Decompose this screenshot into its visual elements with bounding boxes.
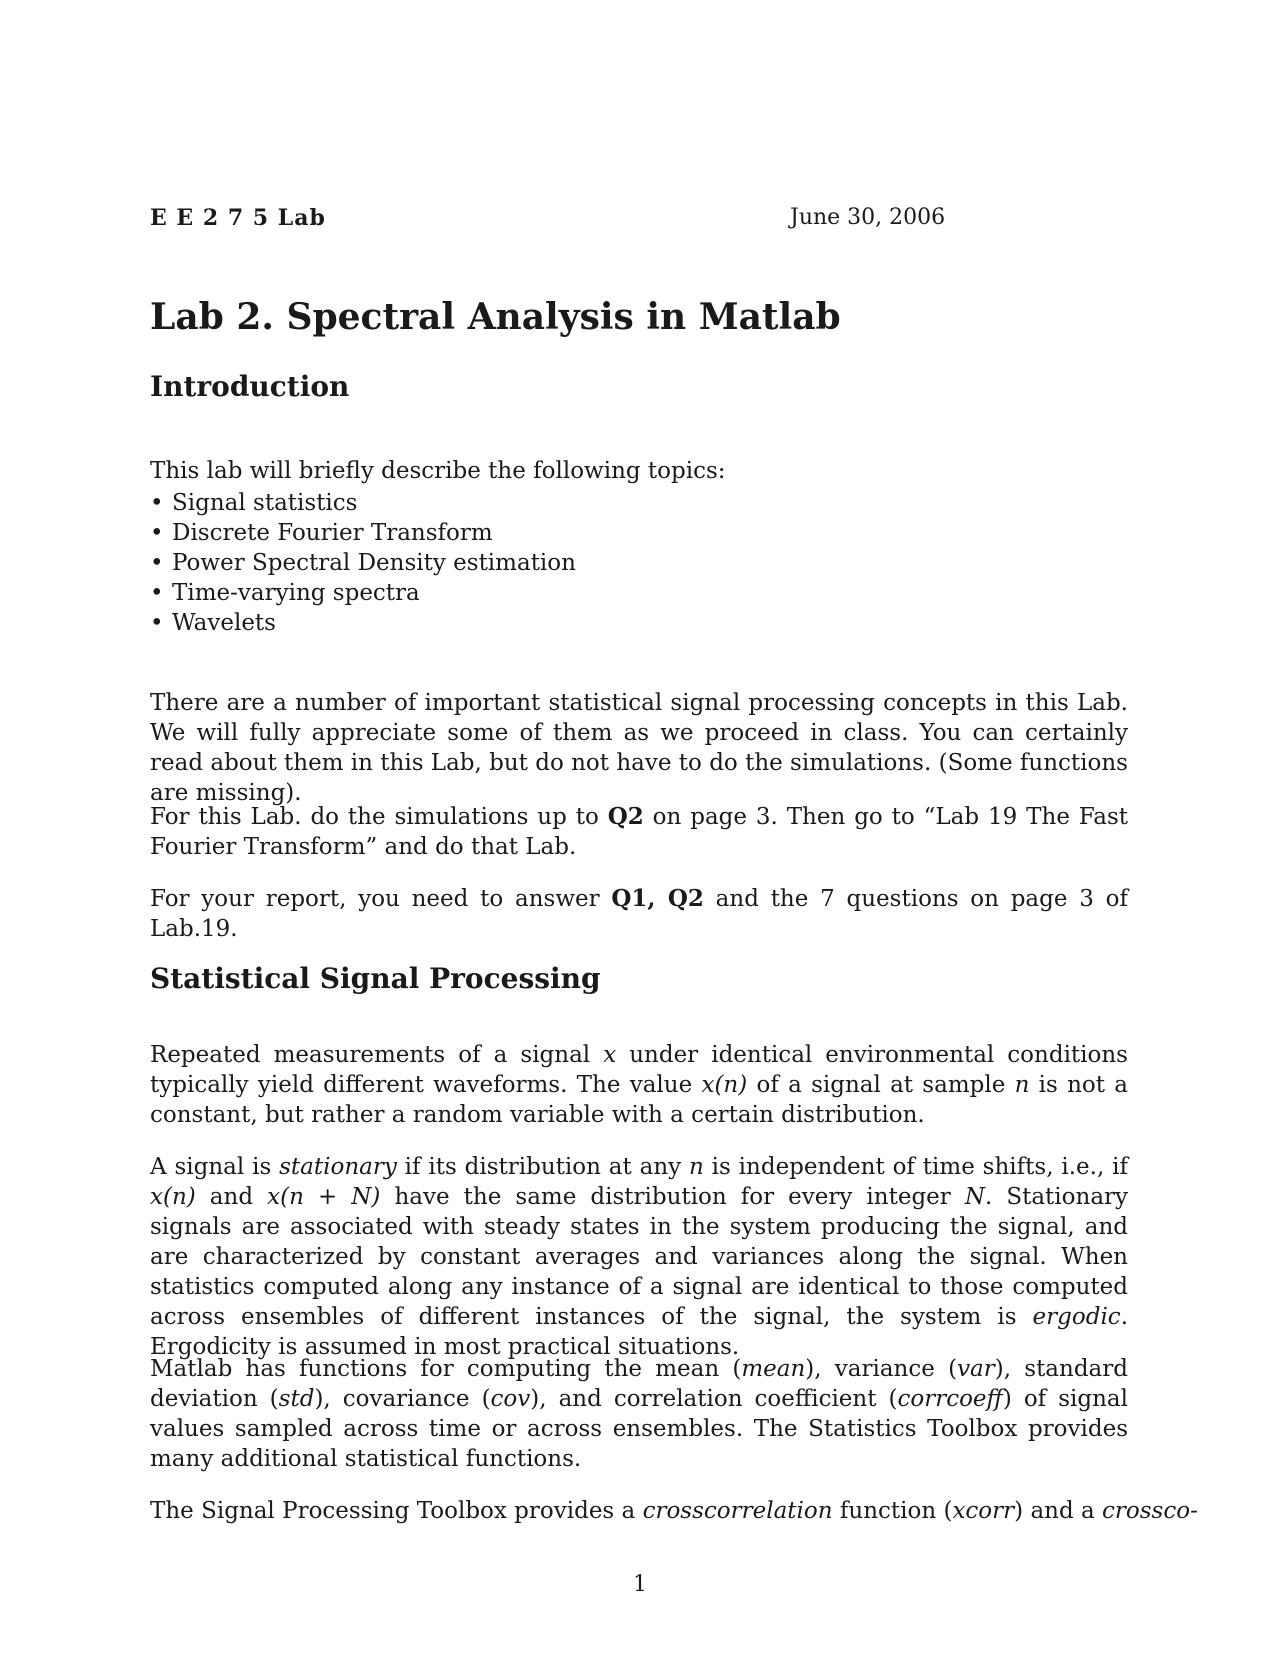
list-item: • Wavelets [150,610,276,636]
list-item: • Power Spectral Density estimation [150,550,576,576]
intro-paragraph-3: For your report, you need to answer Q1, Q2 and the 7 questions on page 3 of Lab.19. [150,885,1128,942]
ssp-paragraph-3: Matlab has functions for computing the mean (mean), variance (var), standard deviation (std), covariance (cov), and correlation coefficient (corrcoeff) of signal values sampled across time or across ensembles. The Statistics Toolbox provides many additional statistical functions. [150,1356,1128,1472]
course-label: E E 2 7 5 Lab [150,205,326,231]
ssp-paragraph-1: Repeated measurements of a signal x under identical environmental conditions typically yield different waveforms. The value x(n) of a signal at sample n is not a constant, but rather a random variable with a certain distribution. [150,1042,1128,1128]
intro-lead: This lab will briefly describe the following topics: [150,458,726,484]
ssp-paragraph-4: The Signal Processing Toolbox provides a crosscorrelation function (xcorr) and a crossco- [150,1498,1198,1524]
page-number: 1 [633,1572,647,1597]
intro-paragraph-2: For this Lab. do the simulations up to Q2 on page 3. Then go to “Lab 19 The Fast Fourier Transform” and do that Lab. [150,803,1128,860]
ssp-paragraph-2: A signal is stationary if its distribution at any n is independent of time shifts, i.e., if x(n) and x(n + N) have the same distribution for every integer N. Stationary signals are associated with steady states in the system producing the signal, and are characterized by constant averages and variances along the signal. When statistics computed along any instance of a signal are identical to those computed across ensembles of different instances of the signal, the system is ergodic. Ergodicity is assumed in most practical situations. [150,1154,1129,1360]
intro-paragraph-1: There are a number of important statistical signal processing concepts in this Lab. We will fully appreciate some of them as we proceed in class. You can certainly read about them in this Lab, but do not have to do the simulations. (Some functions are missing). [150,690,1128,806]
list-item: • Signal statistics [150,490,358,516]
page-title: Lab 2. Spectral Analysis in Matlab [150,296,841,338]
topics-list [150,488,576,638]
date-label: June 30, 2006 [790,205,946,230]
list-item: • Discrete Fourier Transform [150,520,493,546]
statistical-signal-processing-heading: Statistical Signal Processing [150,962,601,995]
introduction-heading: Introduction [150,370,350,403]
list-item: • Time-varying spectra [150,580,420,606]
